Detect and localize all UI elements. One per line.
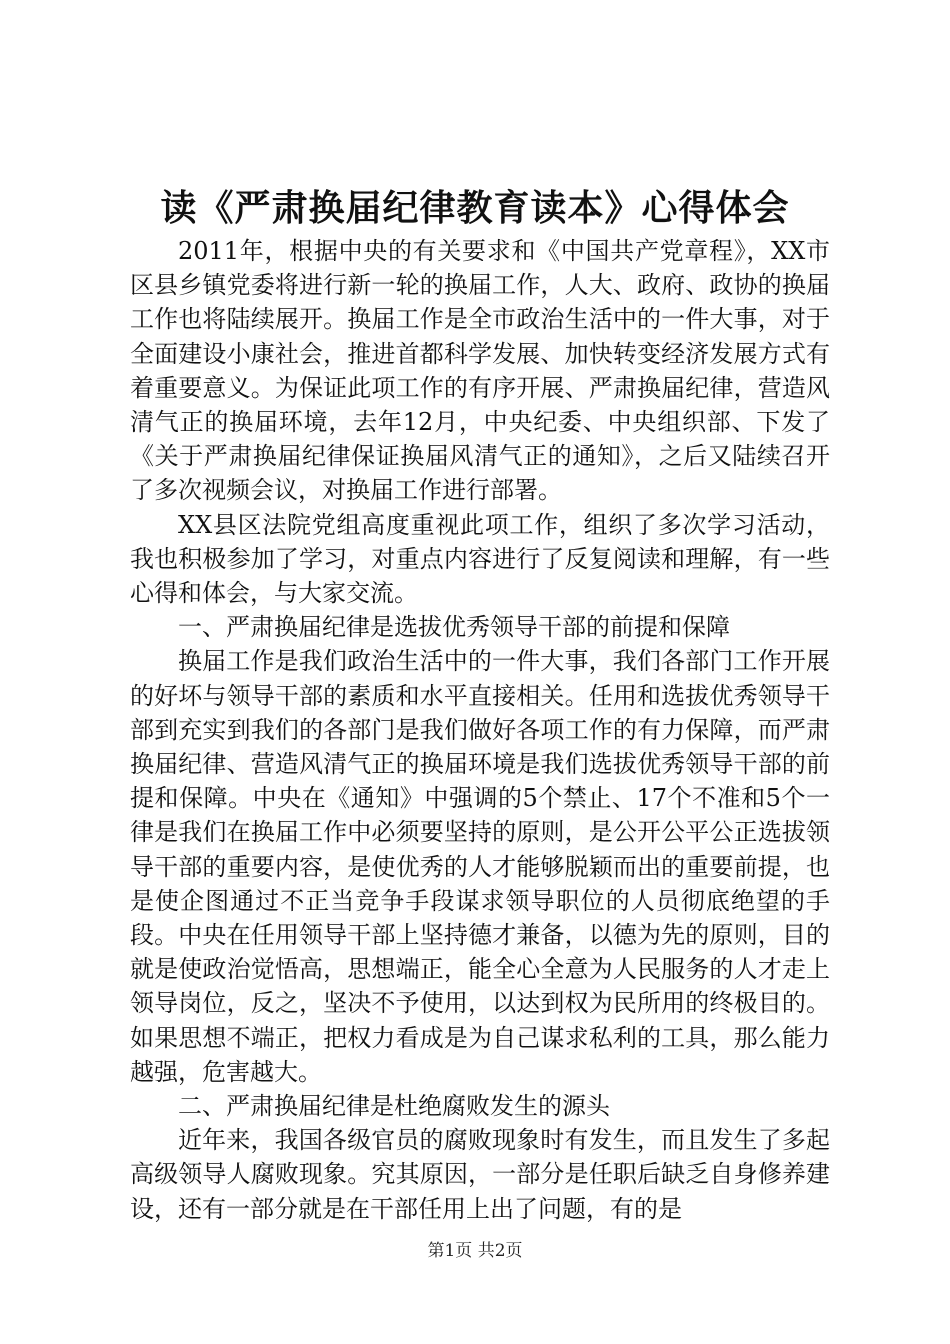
paragraph-section-1: 换届工作是我们政治生活中的一件大事，我们各部门工作开展的好坏与领导干部的素质和水平直接相关。任用和选拔优秀领导干部到充实到我们的各部门是我们做好各项工作的有力保障，而严肃换届纪律、营造风清气正的换届环境是我们选拔优秀领导干部的前提和保障。中央在《通知》中强调的5个禁止、17个不准和5个一律是我们在换届工作中必须要坚持的原则，是公开公平公正选拔领导干部的重要内容，是使优秀的人才能够脱颖而出的重要前提，也是使企图通过不正当竞争手段谋求领导职位的人员彻底绝望的手段。中央在任用领导干部上坚持德才兼备，以德为先的原则，目的就是使政治觉悟高，思想端正，能全心全意为人民服务的人才走上领导岗位，反之，坚决不予使用，以达到权为民所用的终极目的。如果思想不端正，把权力看成是为自己谋求私利的工具，那么能力越强，危害越大。 (130, 647, 830, 1086)
paragraph-court-study: XX县区法院党组高度重视此项工作，组织了多次学习活动，我也积极参加了学习，对重点内容进行了反复阅读和理解，有一些心得和体会，与大家交流。 (130, 510, 830, 608)
document-body (130, 234, 830, 1226)
page-footer: 第1页 共2页 (427, 1241, 523, 1261)
section-heading-2: 二、严肃换届纪律是杜绝腐败发生的源头 (178, 1092, 610, 1121)
paragraph-intro: 2011年，根据中央的有关要求和《中国共产党章程》，XX市区县乡镇党委将进行新一轮的换届工作，人大、政府、政协的换届工作也将陆续展开。换届工作是全市政治生活中的一件大事，对于全面建设小康社会，推进首都科学发展、加快转变经济发展方式有着重要意义。为保证此项工作的有序开展、严肃换届纪律，营造风清气正的换届环境，去年12月，中央纪委、中央组织部、下发了《关于严肃换届纪律保证换届风清气正的通知》，之后又陆续召开了多次视频会议，对换届工作进行部署。 (130, 237, 830, 505)
section-heading-1: 一、严肃换届纪律是选拔优秀领导干部的前提和保障 (178, 613, 730, 642)
document-title: 读《严肃换届纪律教育读本》心得体会 (160, 187, 790, 229)
paragraph-section-2: 近年来，我国各级官员的腐败现象时有发生，而且发生了多起高级领导人腐败现象。究其原因，一部分是任职后缺乏自身修养建设，还有一部分就是在干部任用上出了问题，有的是 (130, 1126, 830, 1223)
